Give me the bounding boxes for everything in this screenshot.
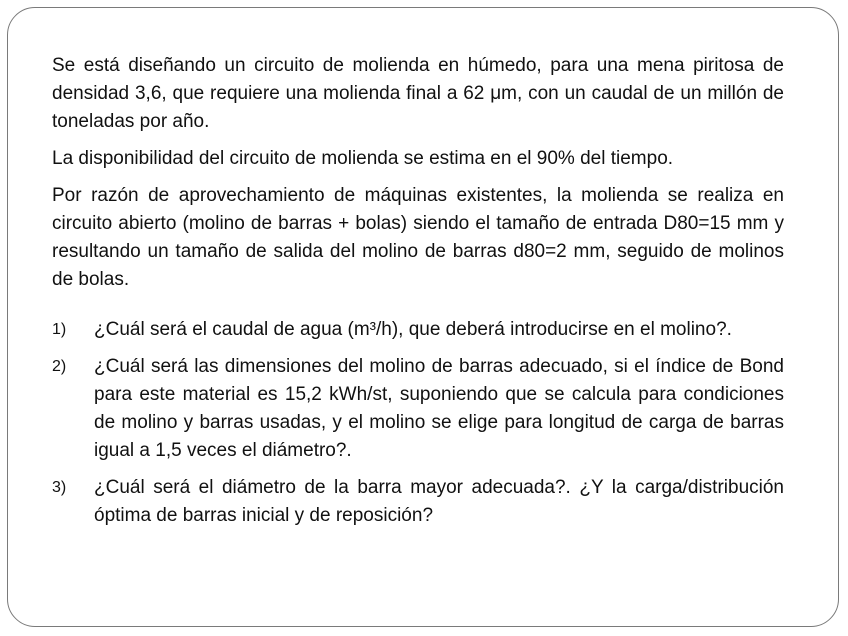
slide-content (52, 52, 784, 539)
question-number: 3) (52, 479, 67, 496)
question-list (52, 316, 784, 530)
question-text: ¿Cuál será el caudal de agua (m³/h), que deberá introducirse en el molino?. (94, 319, 732, 340)
question-text: ¿Cuál será el diámetro de la barra mayor adecuada?. ¿Y la carga/distribución óptima de barras inicial y de reposición? (94, 477, 784, 526)
question-item (52, 474, 784, 530)
intro-paragraph: Se está diseñando un circuito de molienda en húmedo, para una mena piritosa de densidad 3,6, que requiere una molienda final a 62 μm, con un caudal de un millón de toneladas por año. (52, 55, 784, 132)
question-text: ¿Cuál será las dimensiones del molino de barras adecuado, si el índice de Bond para este material es 15,2 kWh/st, suponiendo que se calcula para condiciones de molino y barras usadas, y el molino se elige para longitud de carga de barras igual a 1,5 veces el diámetro?. (94, 356, 784, 461)
circuit-paragraph: Por razón de aprovechamiento de máquinas existentes, la molienda se realiza en circuito abierto (molino de barras + bolas) siendo el tamaño de entrada D80=15 mm y resultando un tamaño de salida del molino de barras d80=2 mm, seguido de molinos de bolas. (52, 185, 784, 290)
question-number: 1) (52, 321, 67, 338)
question-item (52, 316, 784, 344)
question-number: 2) (52, 358, 67, 375)
availability-paragraph: La disponibilidad del circuito de molienda se estima en el 90% del tiempo. (52, 148, 674, 169)
question-item (52, 353, 784, 465)
